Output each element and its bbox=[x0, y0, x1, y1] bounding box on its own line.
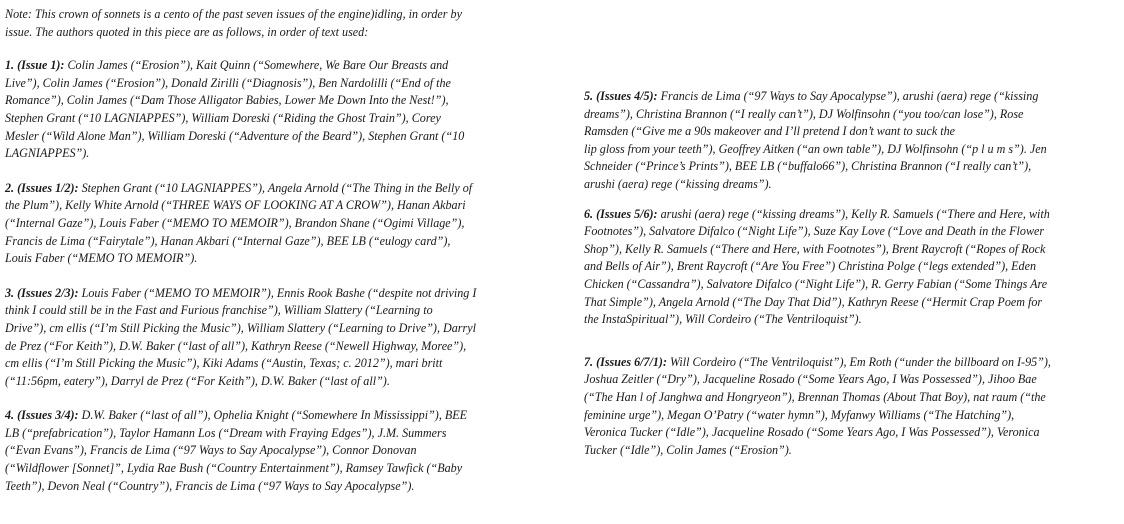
entry-line: the InstaSpiritual”), Will Cordeiro (“The Ventriloquist”). bbox=[584, 312, 862, 327]
entry-line: Francis de Lima (“Fairytale”), Hanan Akbari (“Internal Gaze”), BEE LB (“eulogy card”), bbox=[5, 233, 451, 248]
entry-line: cm ellis (“I’m Still Picking the Music”), Kiki Adams (“Austin, Texas; c. 2012”), mari britt bbox=[5, 356, 443, 371]
intro-note bbox=[5, 6, 570, 41]
entry-line: Romance”), Colin James (“Dam Those Alligator Babies, Lower Me Down Into the Nest!”), bbox=[5, 93, 449, 108]
entry-line: (“Wildflower [Sonnet]”, Lydia Rae Bush (“Country Entertainment”), Ramsey Tawfick (“Baby bbox=[5, 461, 463, 476]
right-column bbox=[584, 88, 1120, 471]
entry-issues-2-3 bbox=[5, 285, 570, 391]
entry-line: (“Internal Gaze”), Louis Faber (“MEMO TO MEMOIR”), Brandon Shane (“Ogimi Village”), bbox=[5, 215, 465, 230]
entry-label: 5. (Issues 4/5): bbox=[584, 89, 658, 103]
entry-line: Stephen Grant (“10 LAGNIAPPES”), Angela Arnold (“The Thing in the Belly of bbox=[78, 180, 473, 195]
entry-label: 4. (Issues 3/4): bbox=[5, 408, 79, 423]
entry-line: Tucker (“Idle”), Colin James (“Erosion”). bbox=[584, 442, 792, 457]
entry-line: lip gloss from your teeth”), Geoffrey Aitken (“an own table”), DJ Wolfinsohn (“p l u m s”). Jen bbox=[584, 141, 1047, 156]
entry-line: arushi (aera) rege (“kissing dreams”). bbox=[584, 176, 772, 191]
entry-line: and Bells of Air”), Brent Raycroft (“Are You Free”) Christina Polge (“legs extended”), Eden bbox=[584, 259, 1037, 274]
entry-line: LAGNIAPPES”). bbox=[5, 146, 90, 161]
entry-line: arushi (aera) rege (“kissing dreams”), Kelly R. Samuels (“There and Here, with bbox=[657, 206, 1050, 221]
entry-line: think I could still be in the Fast and Furious franchise”), William Slattery (“Learning to bbox=[5, 303, 433, 318]
entry-line: Shop”), Kelly R. Samuels (“There and Here, with Footnotes”), Brent Raycroft (“Ropes of Rock bbox=[584, 241, 1046, 256]
entry-line: Chicken (“Cassandra”), Salvatore Difalco (“Night Life”), R. Gerry Fabian (“Some Things Are bbox=[584, 276, 1048, 291]
entry-issues-4-5 bbox=[584, 88, 1120, 194]
entry-issues-1-2 bbox=[5, 180, 570, 268]
entry-line: de Prez (“For Keith”), D.W. Baker (“last of all”), Kathryn Reese (“Newell Highway, Moree”), bbox=[5, 338, 467, 353]
entry-line: Mesler (“Wild Alone Man”), William Doreski (“Adventure of the Beard”), Stephen Grant (“10 bbox=[5, 128, 465, 143]
entry-line: D.W. Baker (“last of all”), Ophelia Knight (“Somewhere In Mississippi”), BEE bbox=[78, 408, 468, 423]
entry-line: Schneider (“Prince’s Prints”), BEE LB (“buffalo66”), Christina Brannon (“I really can’t”), bbox=[584, 159, 1032, 174]
entry-line: Will Cordeiro (“The Ventriloquist”), Em Roth (“under the billboard on I-95”), bbox=[666, 354, 1051, 369]
entry-label: 7. (Issues 6/7/1): bbox=[584, 354, 667, 369]
entry-line: dreams”), Christina Brannon (“I really can’t”), DJ Wolfinsohn (“you too/can lose”), Rose bbox=[584, 106, 1024, 121]
entry-line: (“The Han l of Janghwa and Hongryeon”), Brennan Thomas (About That Boy), nat raum (“the bbox=[584, 389, 1046, 404]
entry-label: 3. (Issues 2/3): bbox=[5, 285, 79, 300]
entry-line: Louis Faber (“MEMO TO MEMOIR”), Ennis Rook Bashe (“despite not driving I bbox=[78, 285, 477, 300]
entry-line: LB (“prefabrication”), Taylor Hamann Los (“Dream with Fraying Edges”), J.M. Summers bbox=[5, 425, 447, 440]
entry-issues-5-6 bbox=[584, 206, 1120, 329]
entry-line: Live”), Colin James (“Erosion”), Donald Zirilli (“Diagnosis”), Ben Nardolilli (“End of the bbox=[5, 75, 451, 90]
entry-line: feminine urge”), Megan O’Patry (“water hymn”), Myfanwy Williams (“The Hatching”), bbox=[584, 407, 1015, 422]
entry-issue-1 bbox=[5, 57, 570, 163]
entry-line: Drive”), cm ellis (“I’m Still Picking the Music”), William Slattery (“Learning to Drive”), Darryl bbox=[5, 320, 476, 335]
entry-line: Ramsden (“Give me a 90s makeover and I’ll pretend I don’t want to suck the bbox=[584, 124, 956, 139]
intro-note-line-1: Note: This crown of sonnets is a cento of the past seven issues of the engine)idling, in order by bbox=[5, 7, 462, 21]
entry-label: 6. (Issues 5/6): bbox=[584, 206, 658, 221]
entry-label: 2. (Issues 1/2): bbox=[5, 180, 79, 195]
entry-line: Louis Faber (“MEMO TO MEMOIR”). bbox=[5, 251, 198, 266]
entry-issues-3-4 bbox=[5, 407, 570, 495]
entry-line: Footnotes”), Salvatore Difalco (“Night Life”), Suze Kay Love (“Love and Death in the Flower bbox=[584, 224, 1045, 239]
entry-line: (“11:56pm, eatery”), Darryl de Prez (“For Keith”), D.W. Baker (“last of all”). bbox=[5, 373, 390, 388]
entry-line: Colin James (“Erosion”), Kait Quinn (“Somewhere, We Bare Our Breasts and bbox=[64, 58, 449, 73]
entry-line: the Plum”), Kelly White Arnold (“THREE WAYS OF LOOKING AT A CROW”), Hanan Akbari bbox=[5, 198, 466, 213]
entry-line: Joshua Zeitler (“Dry”), Jacqueline Rosado (“Some Years Ago, I Was Possessed”), Jihoo Bae bbox=[584, 372, 1037, 387]
intro-note-line-2: issue. The authors quoted in this piece are as follows, in order of text used: bbox=[5, 24, 369, 39]
entry-line: Teeth”), Devon Neal (“Country”), Francis de Lima (“97 Ways to Say Apocalypse”). bbox=[5, 478, 415, 493]
entry-label: 1. (Issue 1): bbox=[5, 58, 65, 73]
entry-line: Veronica Tucker (“Idle”), Jacqueline Rosado (“Some Years Ago, I Was Possessed”), Veronica bbox=[584, 425, 1040, 440]
left-column bbox=[5, 6, 570, 512]
entry-line: (“Evan Evans”), Francis de Lima (“97 Ways to Say Apocalypse”), Connor Donovan bbox=[5, 443, 417, 458]
entry-line: Stephen Grant (“10 LAGNIAPPES”), William Doreski (“Riding the Ghost Train”), Corey bbox=[5, 110, 441, 125]
entry-issues-6-7-1 bbox=[584, 354, 1120, 460]
entry-line: Francis de Lima (“97 Ways to Say Apocalypse”), arushi (aera) rege (“kissing bbox=[657, 89, 1039, 103]
entry-line: That Simple”), Angela Arnold (“The Day That Did”), Kathryn Reese (“Hermit Crap Poem for bbox=[584, 294, 1043, 309]
